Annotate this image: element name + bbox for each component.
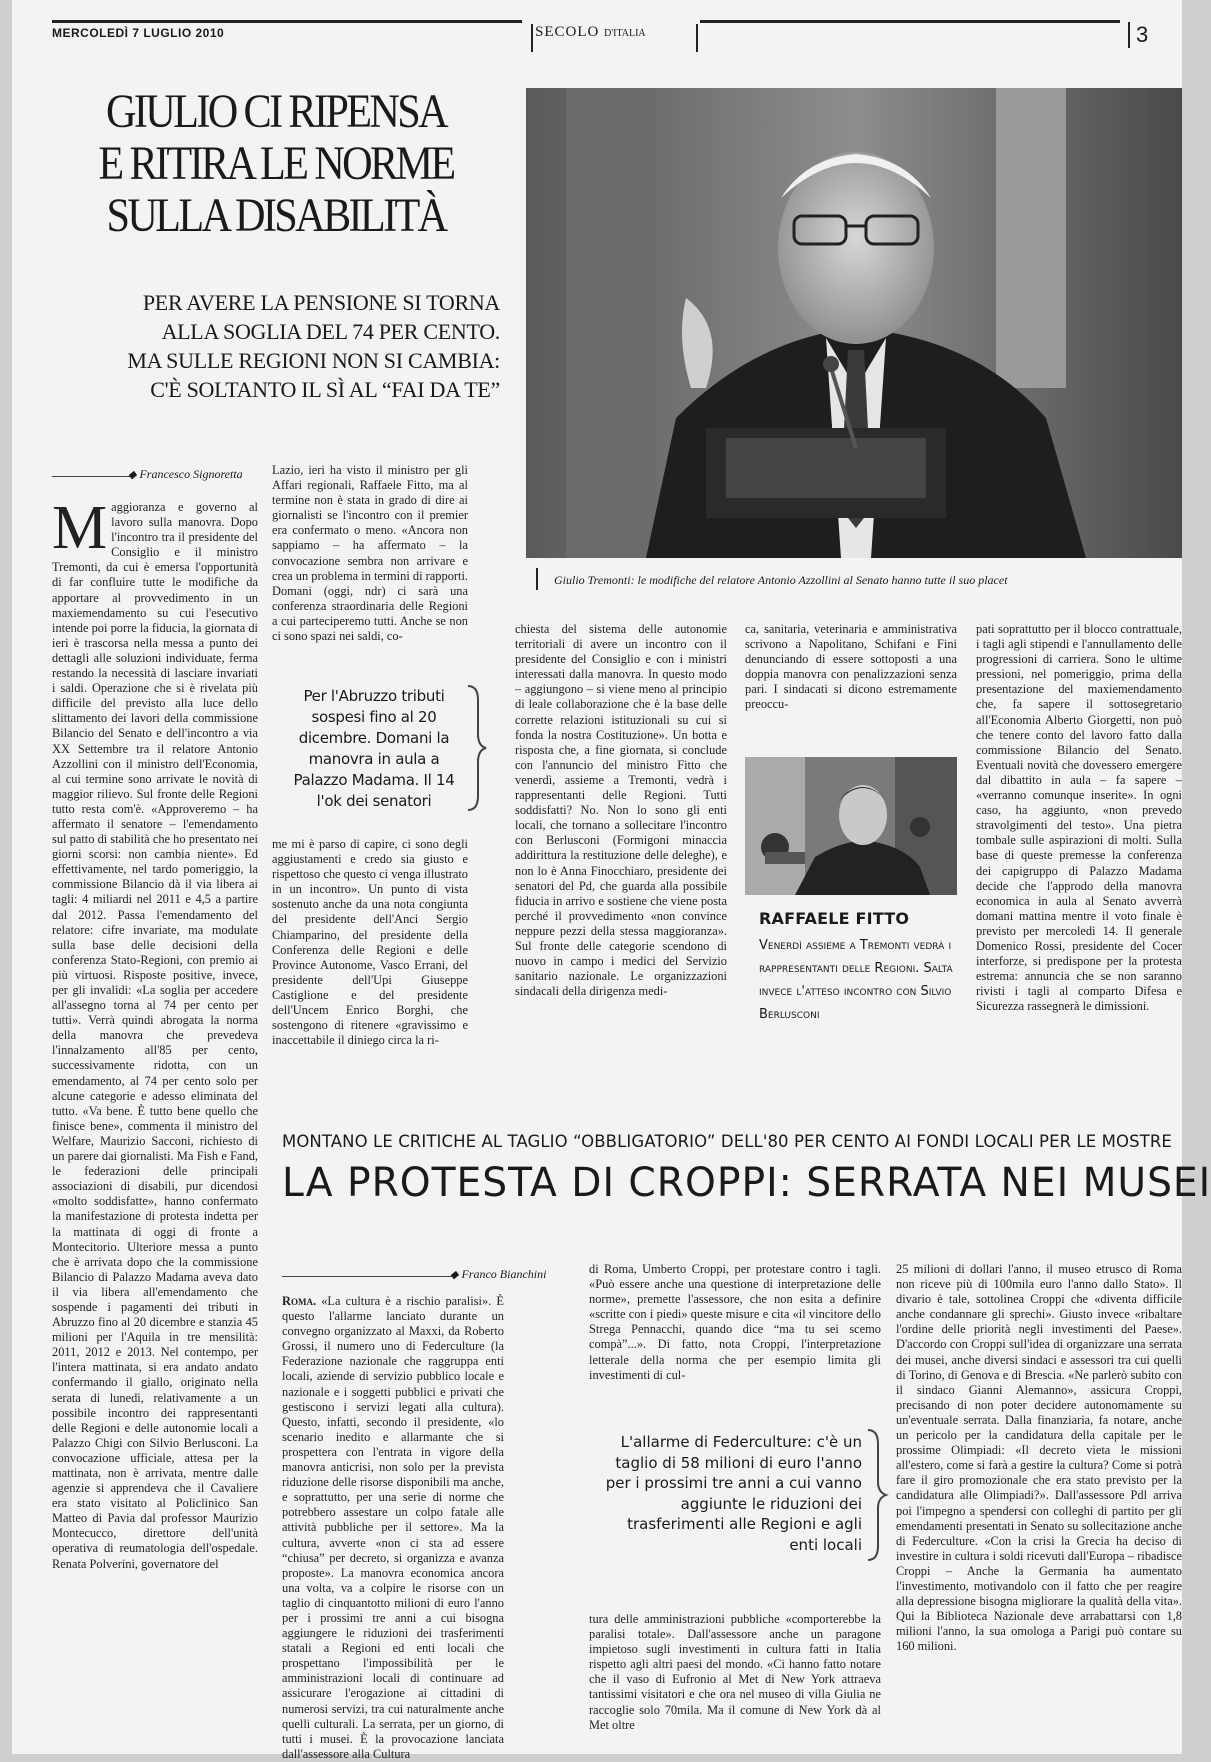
article2-kicker: MONTANO LE CRITICHE AL TAGLIO “OBBLIGATORIO” DELL'80 PER CENTO AI FONDI LOCALI PER LE MOSTRE (282, 1132, 1172, 1151)
article1-column-3: chiesta del sistema delle autonomie territoriali di avere un incontro con il presidente del Consiglio e con i ministri interessati dalla manovra. In questo modo – aggiungono – si viene meno al principio di leale collaborazione che è la base delle corrette relazioni istituzionali su cui si fonda la nostra Costituzione». Un botta e risposta che, a fine giornata, si conclude con l'annuncio del ministro Fitto che venerdì, assieme a Tremonti, vedrà i rappresentanti delle Regioni. Tutti soddisfatti? No. Non lo sono gli enti locali, che tornano a sollecitare l'incontro con Berlusconi (Formigoni minaccia addirittura la restituzione delle deleghe), e non lo è Anna Finocchiaro, presidente dei senatori del Pd, che guarda alla possibile fiducia in arrivo e sostiene che viene posta perché il provvedimento «non convince neppure pezzi della stessa maggioranza». Sul fronte delle categorie scendono di nuovo in campo i medici del Servizio sanitario nazionale. Le organizzazioni sindacali della dirigenza medi- (515, 622, 727, 999)
article2-column-2-bottom: tura delle amministrazioni pubbliche «comporterebbe la paralisi totale». Dall'assessore anche un paragone impietoso sugli investimenti in cultura fatti in Italia rispetto agli altri paesi del mondo. «Ci hanno fatto notare che il vaso di Eufronio al Met di New York attraeva tantissimi visitatori e che ora nel museo di villa Giulia ne raccoglie solo 70mila. Ma il comune di New York dà al Met oltre (589, 1612, 881, 1732)
header-divider (696, 24, 698, 52)
subtitle-line: ALLA SOGLIA DEL 74 PER CENTO. (161, 319, 500, 344)
subtitle-line: MA SULLE REGIONI NON SI CAMBIA: (127, 348, 500, 373)
header-date: MERCOLEDÌ 7 LUGLIO 2010 (52, 26, 225, 40)
column-text: aggioranza e governo al lavoro sulla manovra. Dopo l'incontro tra il presidente del Consiglio e il ministro Tremonti, da cui è emersa l'opportunità di far confluire tutte le modifiche da apportare al provvedimento in un maxiemendamento su cui l'esecutivo intende poi porre la fiducia, la giornata di ieri è trascorsa nella messa a punto dei dettagli alle soluzioni individuate, ferma restando la necessità di lasciare invariati i saldi. Operazione che si è rivelata più difficile del previsto alla luce dello slittamento dei lavori della commissione Bilancio del Senato e dell'incontro a via XX Settembre tra il relatore Antonio Azzollini con il ministro dell'Economia, al cui termine sono arrivate le novità di maggior rilievo. Sul fronte delle Regioni tutto resta com'è. «Approveremo – ha affermato il senatore – l'emendamento sul patto di stabilità che ho presentato nei giorni scorsi: non cambia niente». Ed effettivamente, nel tardo pomeriggio, la commissione Bilancio dà il via libera ai tagli: 4 miliardi nel 2011 e 4,5 a partire dal 2012. Passa l'emendamento del relatore: cifre invariate, ma modulate sulla base delle decisioni della conferenza Stato-Regioni, con premio ai più virtuosi. Risposte positive, invece, per gli invalidi: «La soglia per accedere all'assegno torna al 74 per cento per tutti». Verrà quindi abrogata la norma della manovra che prevedeva l'innalzamento all'85 per cento, successivamente ridotta, con un emendamento, al 74 per cento solo per alcune categorie e adesso eliminata del tutto. «Va bene. È tutto bene quello che finisce bene», commenta il ministro del Welfare, Maurizio Sacconi, richiesto di un parere dai giornalisti. Ma Fish e Fand, le federazioni delle principali associazioni di disabili, pur dicendosi «molto soddisfatte», hanno confermato la manifestazione di protesta indetta per la mattinata di oggi di fronte a Montecitorio. Ulteriore messa a punto che è arrivata dopo che la commissione Bilancio di Palazzo Madama aveva dato il via libera all'emendamento che sospende i pagamenti dei tributi in Abruzzo fino al 20 dicembre e stanzia 45 milioni per l'Aquila in tre mensilità: 2011, 2012 e 2013. Nel contempo, per l'intera mattinata, si era andato andato confermando il giallo, originato nella serata di lunedì, relativamente a un possibile incontro dei rappresentanti delle Regioni e delle autonomie locali a Palazzo Chigi con Silvio Berlusconi. La convocazione ufficiale, attesa per la mattinata, non è arrivata, mentre dalle agenzie si apprendeva che il Cavaliere era stato visitato al Policlinico San Matteo di Pavia dal professor Maurizio Montecucco, direttore dell'unità operativa di reumatologia dell'ospedale. Renata Polverini, governatore del (52, 500, 258, 1571)
page-number: 3 (1128, 22, 1148, 48)
pull-quote: L'allarme di Federculture: c'è un taglio di 58 milioni di euro l'anno per i prossimi tre anni a cui vanno aggiunte le riduzioni dei trasferimenti alle Regioni e agli enti locali (605, 1433, 862, 1554)
fitto-name: RAFFAELE FITTO (759, 909, 910, 928)
author-name: Franco Bianchini (461, 1267, 547, 1281)
header-divider (531, 24, 533, 52)
article2-headline: LA PROTESTA DI CROPPI: SERRATA NEI MUSEI (282, 1160, 1211, 1206)
diamond-icon: ◆ (450, 1269, 459, 1281)
byline (128, 467, 243, 482)
diamond-icon: ◆ (128, 469, 137, 481)
title-line: GIULIO CI RIPENSA (106, 85, 446, 138)
article2-column-3: 25 milioni di dollari l'anno, il museo etrusco di Roma non riceve più di 100mila euro l'anno dallo Stato». Il divario è tale, sottolinea Croppi che «diventa difficile anche condannare gli sprechi». Giusto invece «ribaltare l'ordine delle priorità negli investimenti del Paese». D'accordo con Croppi sull'idea di organizzare una serrata dei musei, anche diversi sindaci e assessori tra cui quelli di Torino, di Genova e di Brescia. «Ne parlerò subito con il sindaco Gianni Alemanno», assicura Croppi, precisando di non poter decidere autonomamente su un'eventuale serrata. Dalla finanziaria, fa notare, anche un pericolo per la candidatura della capitale per le prossime Olimpiadi: «Il decreto vieta le missioni all'estero, come si farà a gestire la cultura? Come si potrà fare il giro promozionale che era stato previsto per la candidatura alle Olimpiadi?». Dall'assessore Pdl arriva poi l'impegno a spendersi con colleghi di partito per gli emendamenti presentati in Senato su sollecitazione anche di Federculture. «Con la crisi la Grecia ha deciso di investire in cultura i soldi ricevuti dall'Europa – ribadisce Croppi – Anche la Germania ha aumentato l'investimento, motivandolo con il fatto che per reagire alla depressione bisogna migliorare la qualità della vita». Qui la Biblioteca Nazionale deve arrabattarsi con 1,8 milioni l'anno, la sua omologa a Parigi può contare su 160 milioni. (896, 1262, 1182, 1654)
header-rule-left (52, 20, 522, 23)
drop-cap: M (52, 494, 108, 562)
article1-column-2-bottom: me mi è parso di capire, ci sono degli aggiustamenti e credo sia giusto e rispettoso che questo ci venga illustrato in un incontro». Un punto di vista sostenuto anche da una nota congiunta del presidente dell'Anci Sergio Chiamparino, del presidente della Conferenza delle Regioni e delle Province Autonome, Vasco Errani, del presidente dell'Upi Giuseppe Castiglione e del presidente dell'Uncem Enrico Borghi, che sostengono di ritenere «gravissimo e inaccettabile il diniego circa la ri- (272, 837, 468, 1048)
article1-column-4: ca, sanitaria, veterinaria e amministrativa scrivono a Napolitano, Schifani e Fini denunciando di essere sottoposti a una doppia manovra con penalizzazioni senza pari. I sindacati si dicono estremamente preoccu- (745, 622, 957, 712)
title-line: SULLA DISABILITÀ (106, 189, 446, 242)
article2-column-1 (282, 1294, 504, 1761)
photo-caption: Giulio Tremonti: le modifiche del relatore Antonio Azzollini al Senato hanno tutte il suo placet (554, 573, 1008, 587)
subtitle-line: C'È SOLTANTO IL SÌ AL “FAI DA TE” (150, 377, 500, 402)
header-logo (535, 24, 646, 41)
article1-title (79, 86, 473, 242)
byline-rule (52, 476, 132, 477)
caption-rule (536, 568, 538, 590)
paper-name: SECOLO (535, 24, 600, 40)
brace-icon (464, 684, 488, 812)
pull-quote: Per l'Abruzzo tributi sospesi fino al 20 dicembre. Domani la manovra in aula a Palazzo Madama. Il 14 l'ok dei senatori (293, 687, 455, 810)
byline-rule (282, 1276, 452, 1277)
column-text: «La cultura è a rischio paralisi». È questo l'allarme lanciato durante un convegno organizzato al Maxxi, da Roberto Grossi, il numero uno di Federculture (la Federazione nazionale che raggruppa enti locali, aziende di servizio pubblico locale e nazionale e i soggetti pubblici e privati che gestiscono i servizi legati alla cultura). Questo, infatti, secondo il presidente, «lo scenario inedito e allarmante che si prospettera con l'entrata in vigore della manovra anticrisi, non solo per la prevista riduzione delle risorse disponibili ma anche, e soprattutto, per una serie di norme che potrebbero assestare un colpo fatale alle attività pubbliche per il settore». Ma la cultura, avverte «non ci sta ad essere “chiusa” per decreto, si organizza e avanza proposte». La manovra economica ancora una volta, va a colpire le risorse con un taglio di cinquantotto milioni di euro l'anno per i prossimi tre anni a cui bisogna aggiungere le riduzioni dei trasferimenti statali a Regioni ed enti locali che prospettano l'impossibilità per le amministrazioni locali di continuare ad assicurare l'erogazione ai cittadini di numerosi servizi, tra cui naturalmente anche quelli culturali. La serrata, per un giorno, di tutti i musei. È la provocazione lanciata dall'assessore alla Cultura (282, 1294, 504, 1761)
article1-subtitle (52, 288, 500, 404)
article2-column-2-top: di Roma, Umberto Croppi, per protestare contro i tagli. «Può essere anche una questione di interpretazione delle norme», premette l'assessore, che non esita a definire «scritte con i piedi» queste misure e cita «il vincitore dello Strega Pennacchi, quando dice “ma tu sei scemo compà”...». Di fatto, nota Croppi, l'interpretazione letterale della norma che per esempio limita gli investimenti di cul- (589, 1262, 881, 1382)
fitto-photo (745, 757, 957, 895)
brace-icon (864, 1428, 888, 1562)
newspaper-page (12, 0, 1211, 1761)
title-line: E RITIRA LE NORME (98, 137, 454, 190)
tremonti-photo (526, 88, 1182, 558)
header-rule-right (700, 20, 1120, 23)
subtitle-line: PER AVERE LA PENSIONE SI TORNA (142, 290, 500, 315)
fitto-caption: Venerdì assieme a Tremonti vedrà i rappresentanti delle Regioni. Salta invece l'atteso incontro con Silvio Berlusconi (759, 938, 953, 1022)
article1-column-2-top: Lazio, ieri ha visto il ministro per gli Affari regionali, Raffaele Fitto, ma al termine non è stata in grado di dire ai giornalisti se l'incontro con il premier era confermato o meno. «Ancora non sappiamo – ha affermato – la convocazione sembra non arrivare e crea un problema in termini di rapporti. Domani (oggi, ndr) ci sarà una conferenza straordinaria delle Regioni a cui parteciperemo tutti. Anche se non ci sono spazi nei saldi, co- (272, 463, 468, 644)
byline (450, 1267, 546, 1282)
article1-column-5: pati soprattutto per il blocco contrattuale, i tagli agli stipendi e l'annullamento delle progressioni di carriera. Sono le ultime pressioni, nel pomeriggio, prima della presentazione del maxiemendamento che, fa sapere il sottosegretario all'Economia Alberto Giorgetti, non può che tenere conto del lavoro fatto dalla commissione Bilancio del Senato. Eventuali novità che dovessero emergere dal dibattito in aula – fa sapere – «verranno comunque inserite». In ogni caso, ha aggiunto, «non prevedo stravolgimenti del testo». Una pietra tombale sulle aspirazioni di molti. Sulla base di queste premesse la conferenza dei capigruppo di Palazzo Madama decide che l'approdo della manovra economica in aula al Senato avverrà domani mattina mentre il voto finale è previsto per mercoledì 14. Il generale Domenico Rossi, presidente del Cocer interforze, si predispone per la protesta estrema: annuncia che se non saranno rivisti i tagli al comparto Difesa e Sicurezza rassegnerà le dimissioni. (976, 622, 1182, 1014)
paper-name-suffix: D'ITALIA (604, 28, 646, 39)
author-name: Francesco Signoretta (139, 467, 243, 481)
dateline: Roma. (282, 1294, 317, 1308)
article1-column-1 (52, 494, 258, 1742)
